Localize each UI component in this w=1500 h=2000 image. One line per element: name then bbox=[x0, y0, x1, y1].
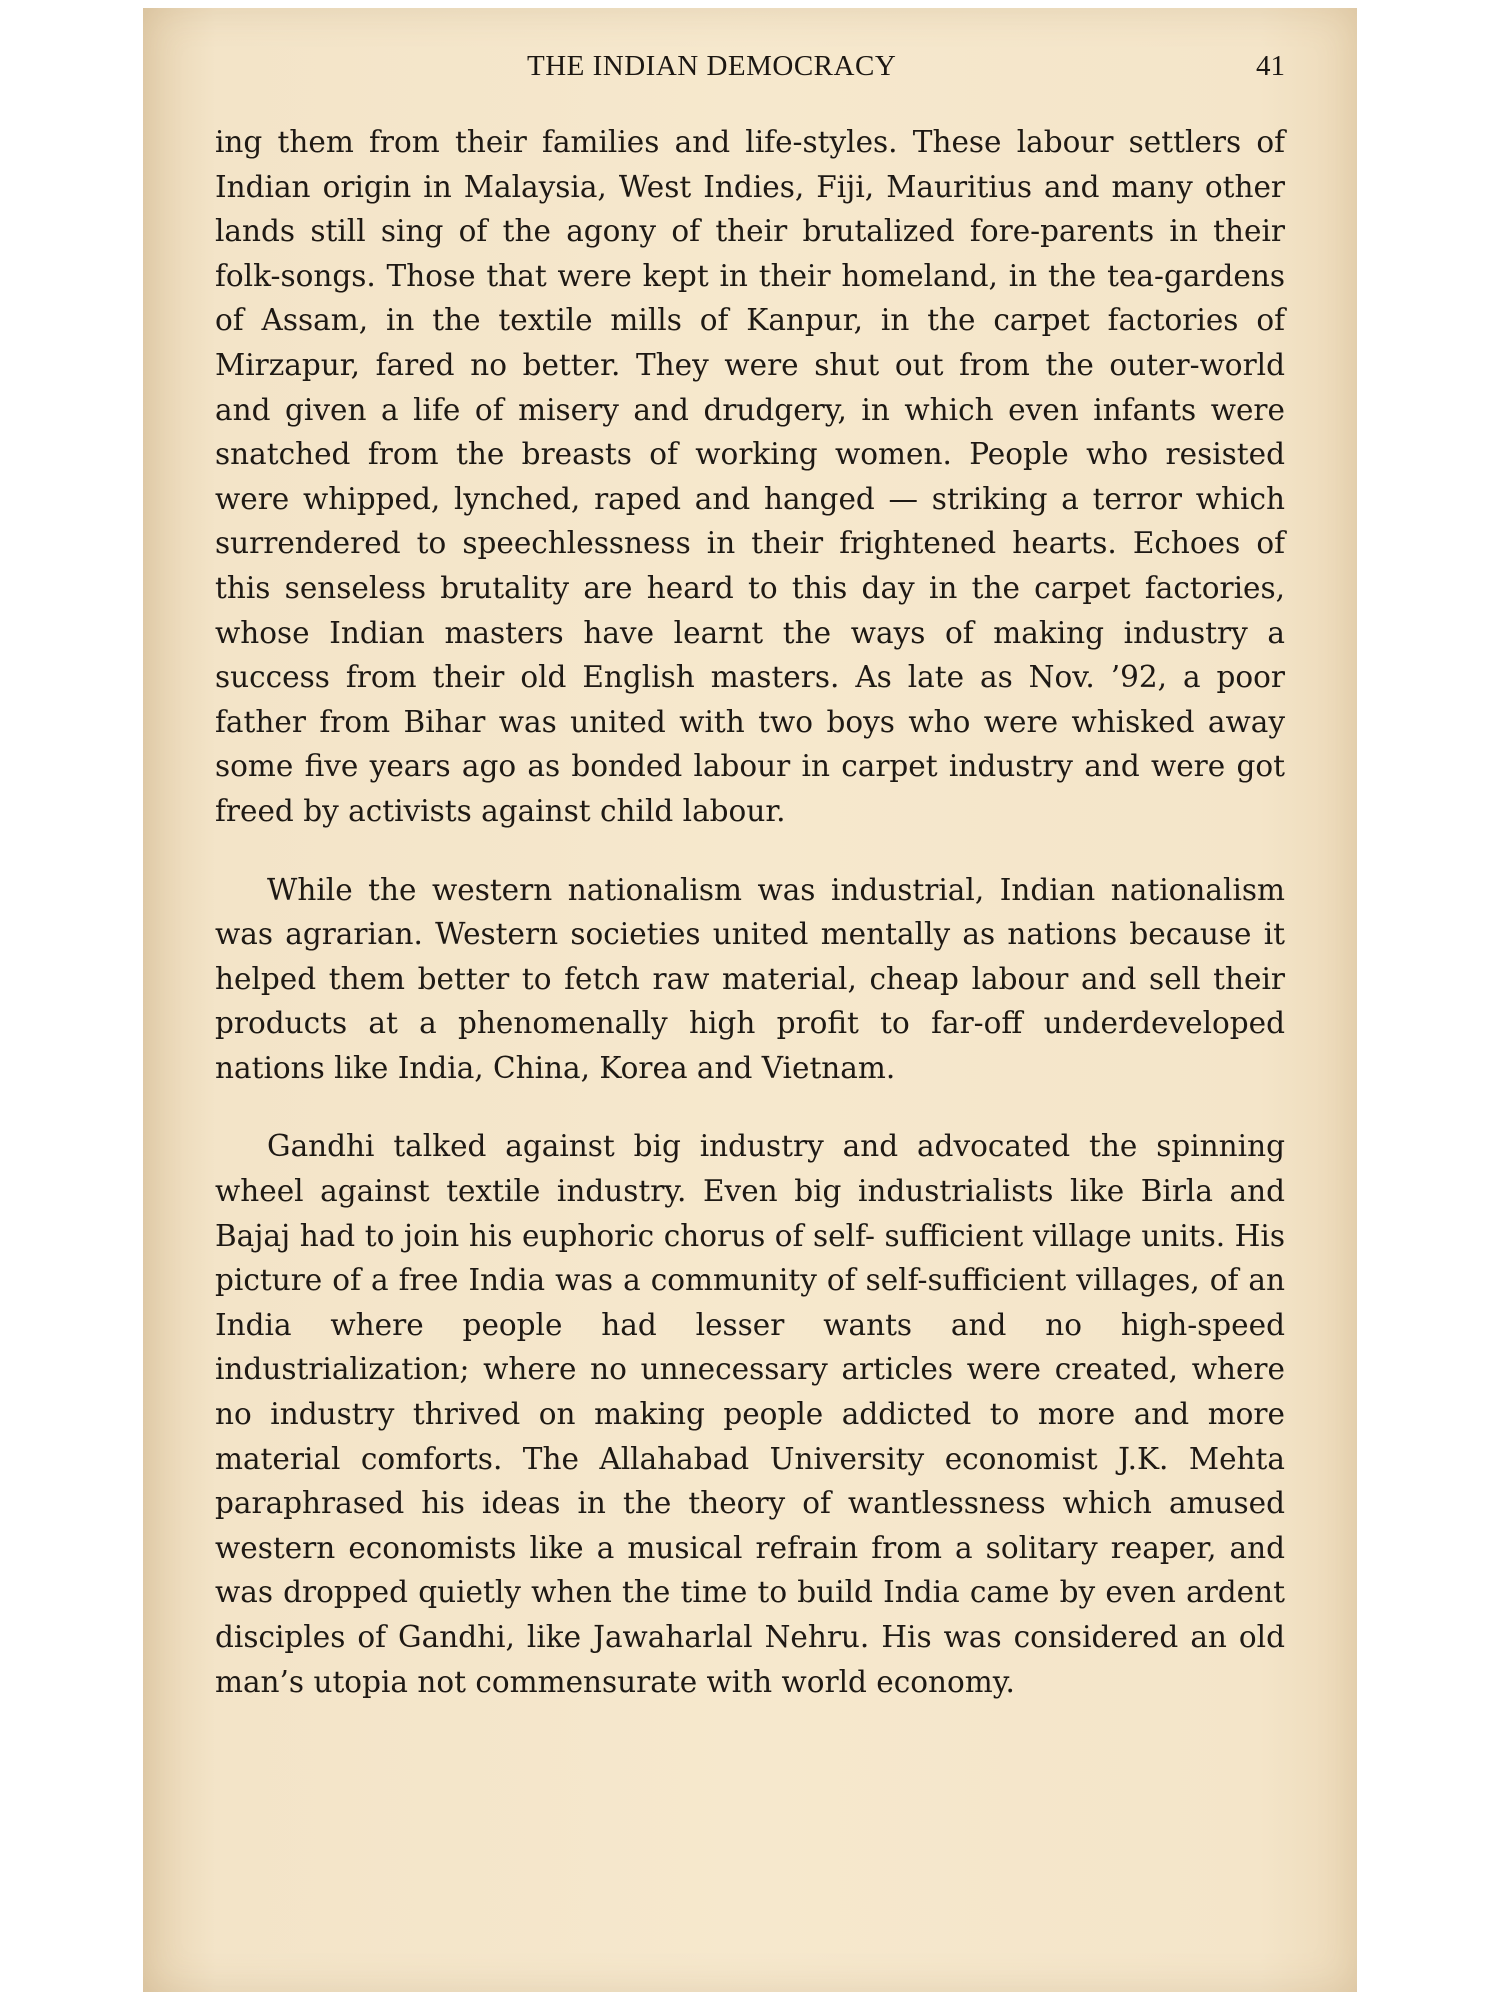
book-page bbox=[143, 8, 1357, 1992]
paragraph-nationalism: While the western nationalism was industrial, Indian nationalism was agrarian. Western societies united mentally as nations because it helped them better to fetch raw material, cheap labour and sell their products at a phenomenally high profit to far-off underdeveloped nations like India, China, Korea and Vietnam. bbox=[215, 872, 1285, 1085]
paragraph-continued: ing them from their families and life-styles. These labour settlers of Indian origin in Malaysia, West Indies, Fiji, Mauritius and many other lands still sing of the agony of their brutalized fore-parents in their folk-songs. Those that were kept in their homeland, in the tea-gardens of Assam, in the textile mills of Kanpur, in the carpet factories of Mirzapur, fared no better. They were shut out from the outer-world and given a life of misery and drudgery, in which even infants were snatched from the breasts of working women. People who resisted were whipped, lynched, raped and hanged — striking a terror which surrendered to speechlessness in their frightened hearts. Echoes of this senseless brutality are heard to this day in the carpet factories, whose Indian masters have learnt the ways of making industry a success from their old English masters. As late as Nov. ’92, a poor father from Bihar was united with two boys who were whisked away some five years ago as bonded labour in carpet industry and were got freed by activists against child labour. bbox=[215, 125, 1285, 828]
page-number: 41 bbox=[1256, 50, 1285, 82]
body-text bbox=[215, 120, 1285, 1738]
paragraph-gandhi: Gandhi talked against big industry and advocated the spinning wheel against textile industry. Even big industrialists like Birla and Bajaj had to join his euphoric chorus of self- sufficient village units. His picture of a free India was a community of self-sufficient villages, of an India where people had lesser wants and no high-speed industrialization; where no unnecessary articles were created, where no industry thrived on making people addicted to more and more material comforts. The Allahabad University economist J.K. Mehta paraphrased his ideas in the theory of wantlessness which amused western economists like a musical refrain from a solitary reaper, and was dropped quietly when the time to build India came by even ardent disciples of Gandhi, like Jawaharlal Nehru. His was considered an old man’s utopia not commensurate with world economy. bbox=[215, 1129, 1285, 1699]
running-title: THE INDIAN DEMOCRACY bbox=[527, 50, 897, 82]
page-header bbox=[143, 46, 1357, 96]
